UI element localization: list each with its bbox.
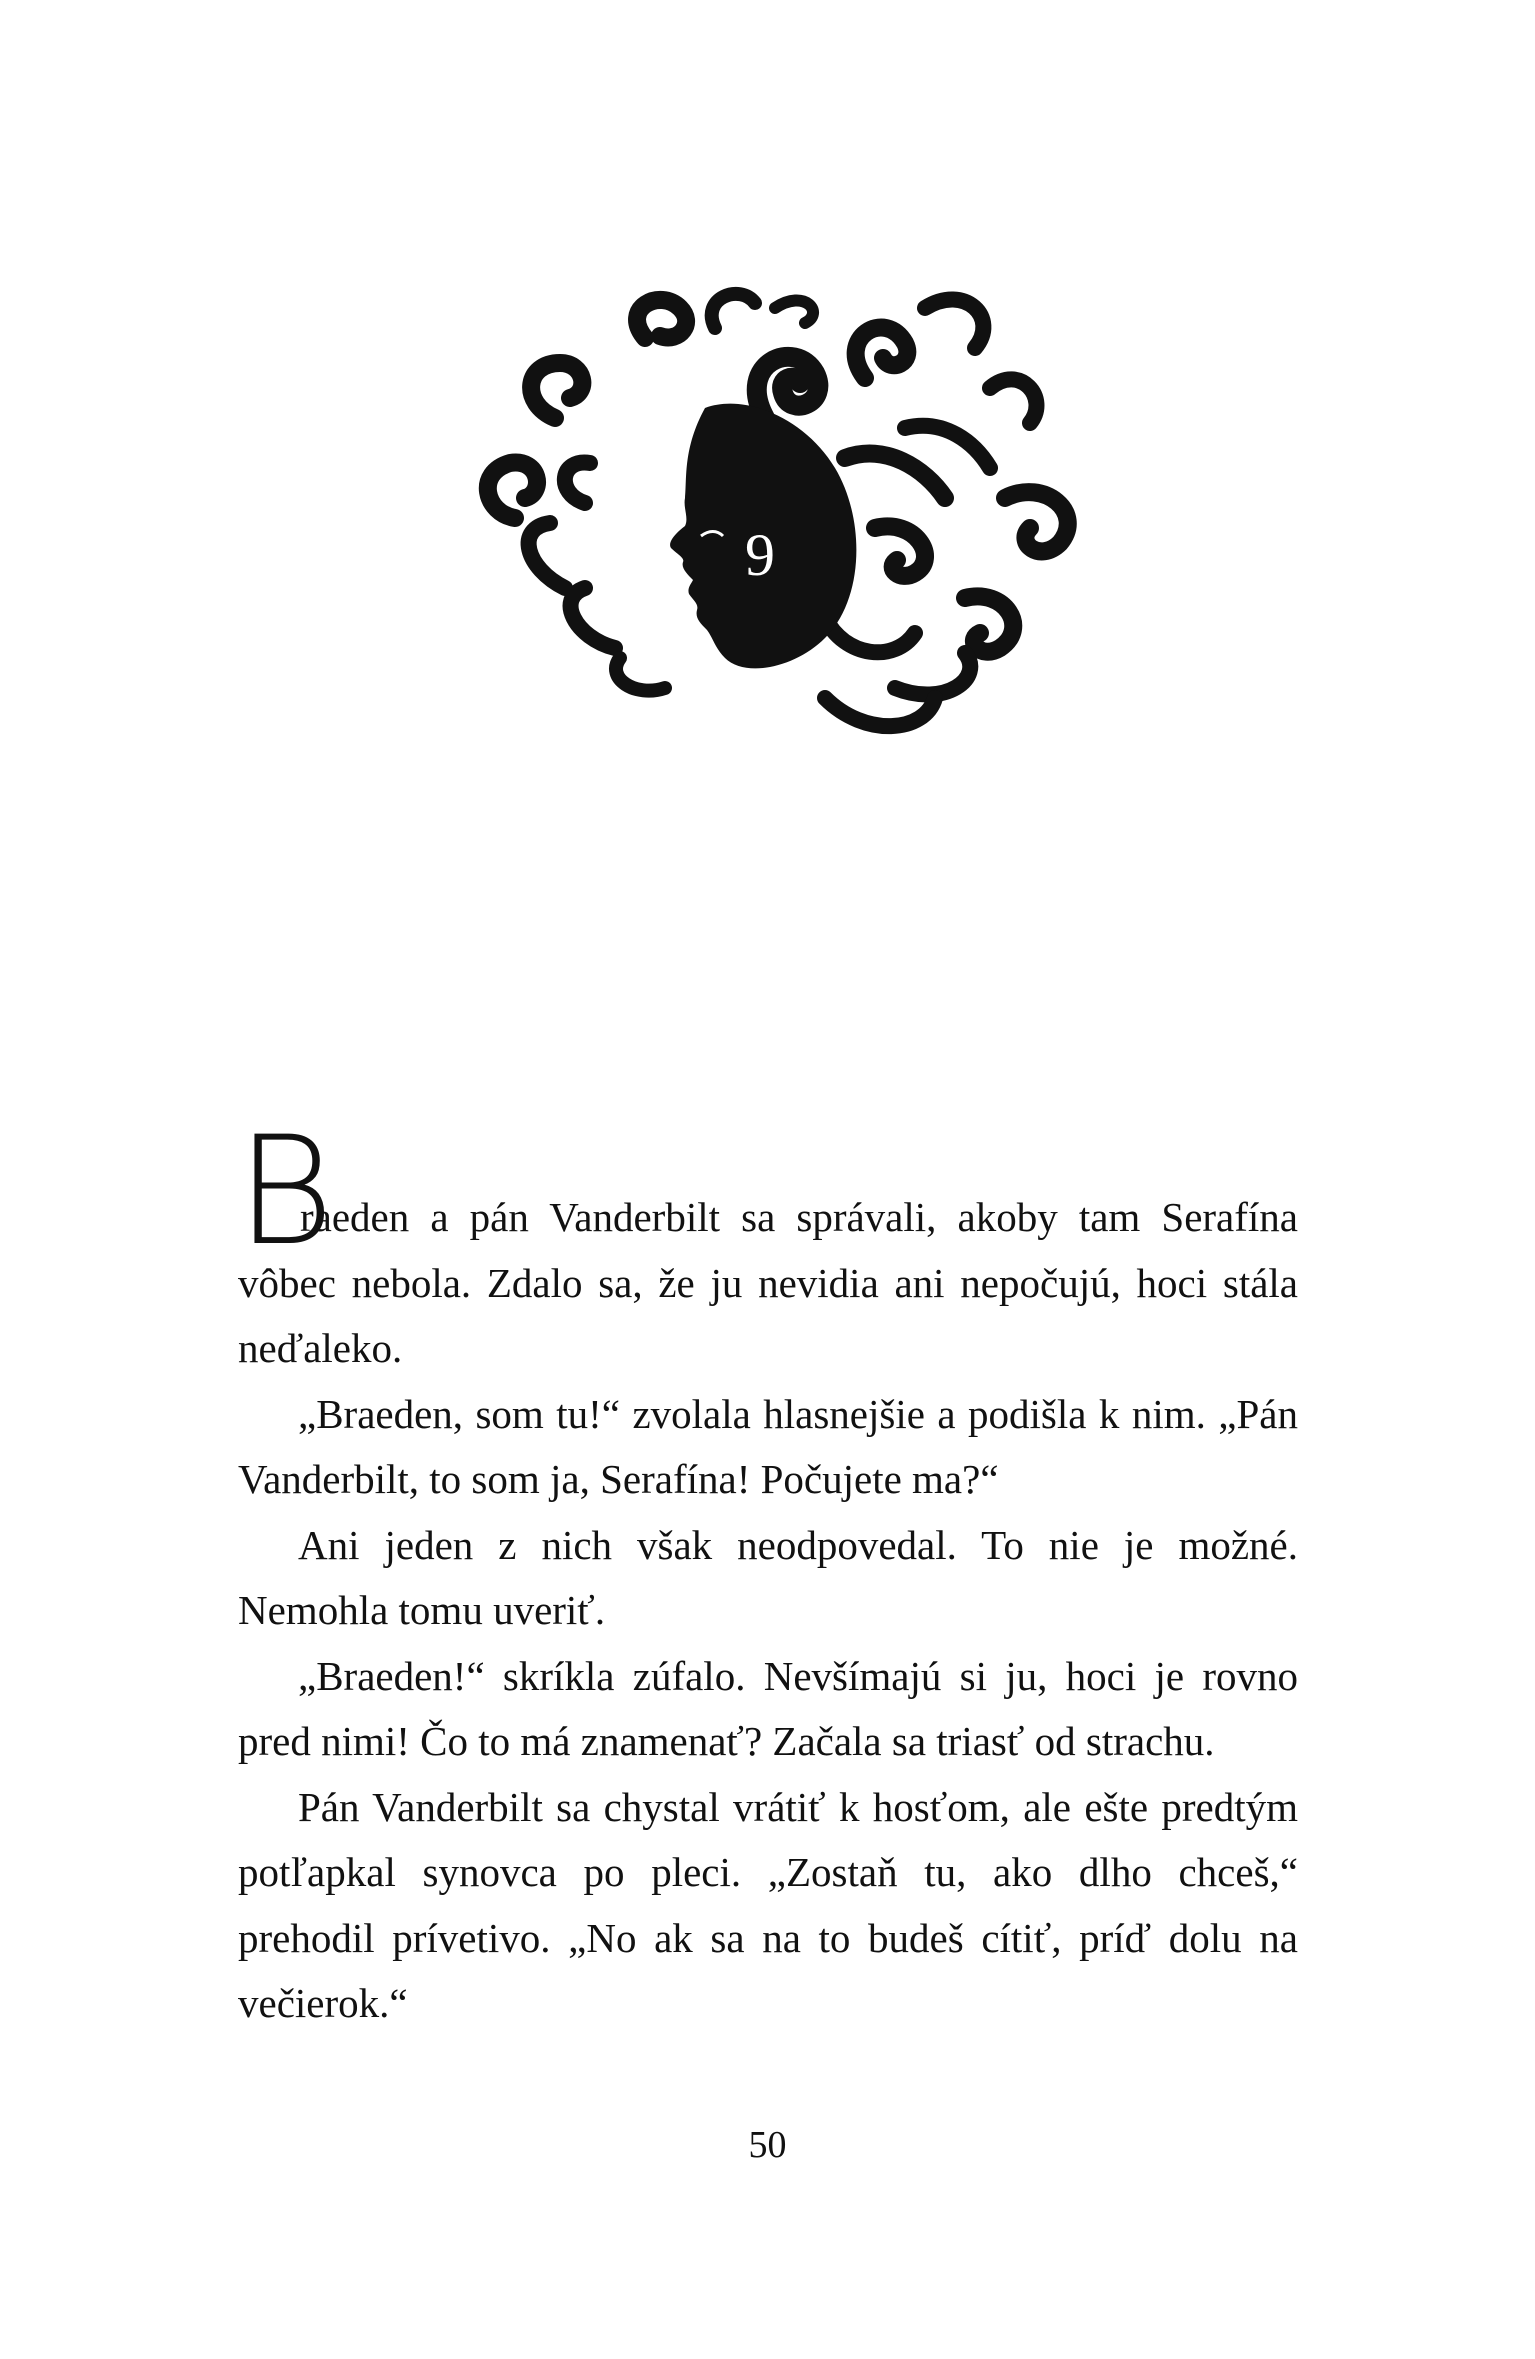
chapter-number: 9 [745, 522, 775, 588]
chapter-body-text [236, 1105, 1298, 2037]
paragraph: „Braeden, som tu!“ zvolala hlasnejšie a podišla k nim. „Pán Vanderbilt, to som ja, Serafína! Počujete ma?“ [238, 1390, 1298, 1502]
first-paragraph [236, 1105, 1298, 1382]
paragraph: Pán Vanderbilt sa chystal vrátiť k hosťom, ale ešte predtým potľapkal synovca po pleci. „Zostaň tu, ako dlho chceš,“ prehodil prívetivo. „No ak sa na to budeš cítiť, príď dolu na večierok.“ [238, 1783, 1298, 2026]
first-paragraph-text: raeden a pán Vanderbilt sa správali, akoby tam Serafína vôbec nebola. Zdalo sa, že ju nevidia ani nepočujú, hoci stála neďaleko. [238, 1194, 1298, 1371]
paragraph: Ani jeden z nich však neodpovedal. To nie je možné. Nemohla tomu uveriť. [238, 1521, 1298, 1633]
paragraph: „Braeden!“ skríkla zúfalo. Nevšímajú si ju, hoci je rovno pred nimi! Čo to má znamenať? Začala sa triasť od strachu. [238, 1652, 1298, 1764]
drop-cap: B [236, 1105, 335, 1279]
page-number: 50 [748, 2124, 787, 2166]
